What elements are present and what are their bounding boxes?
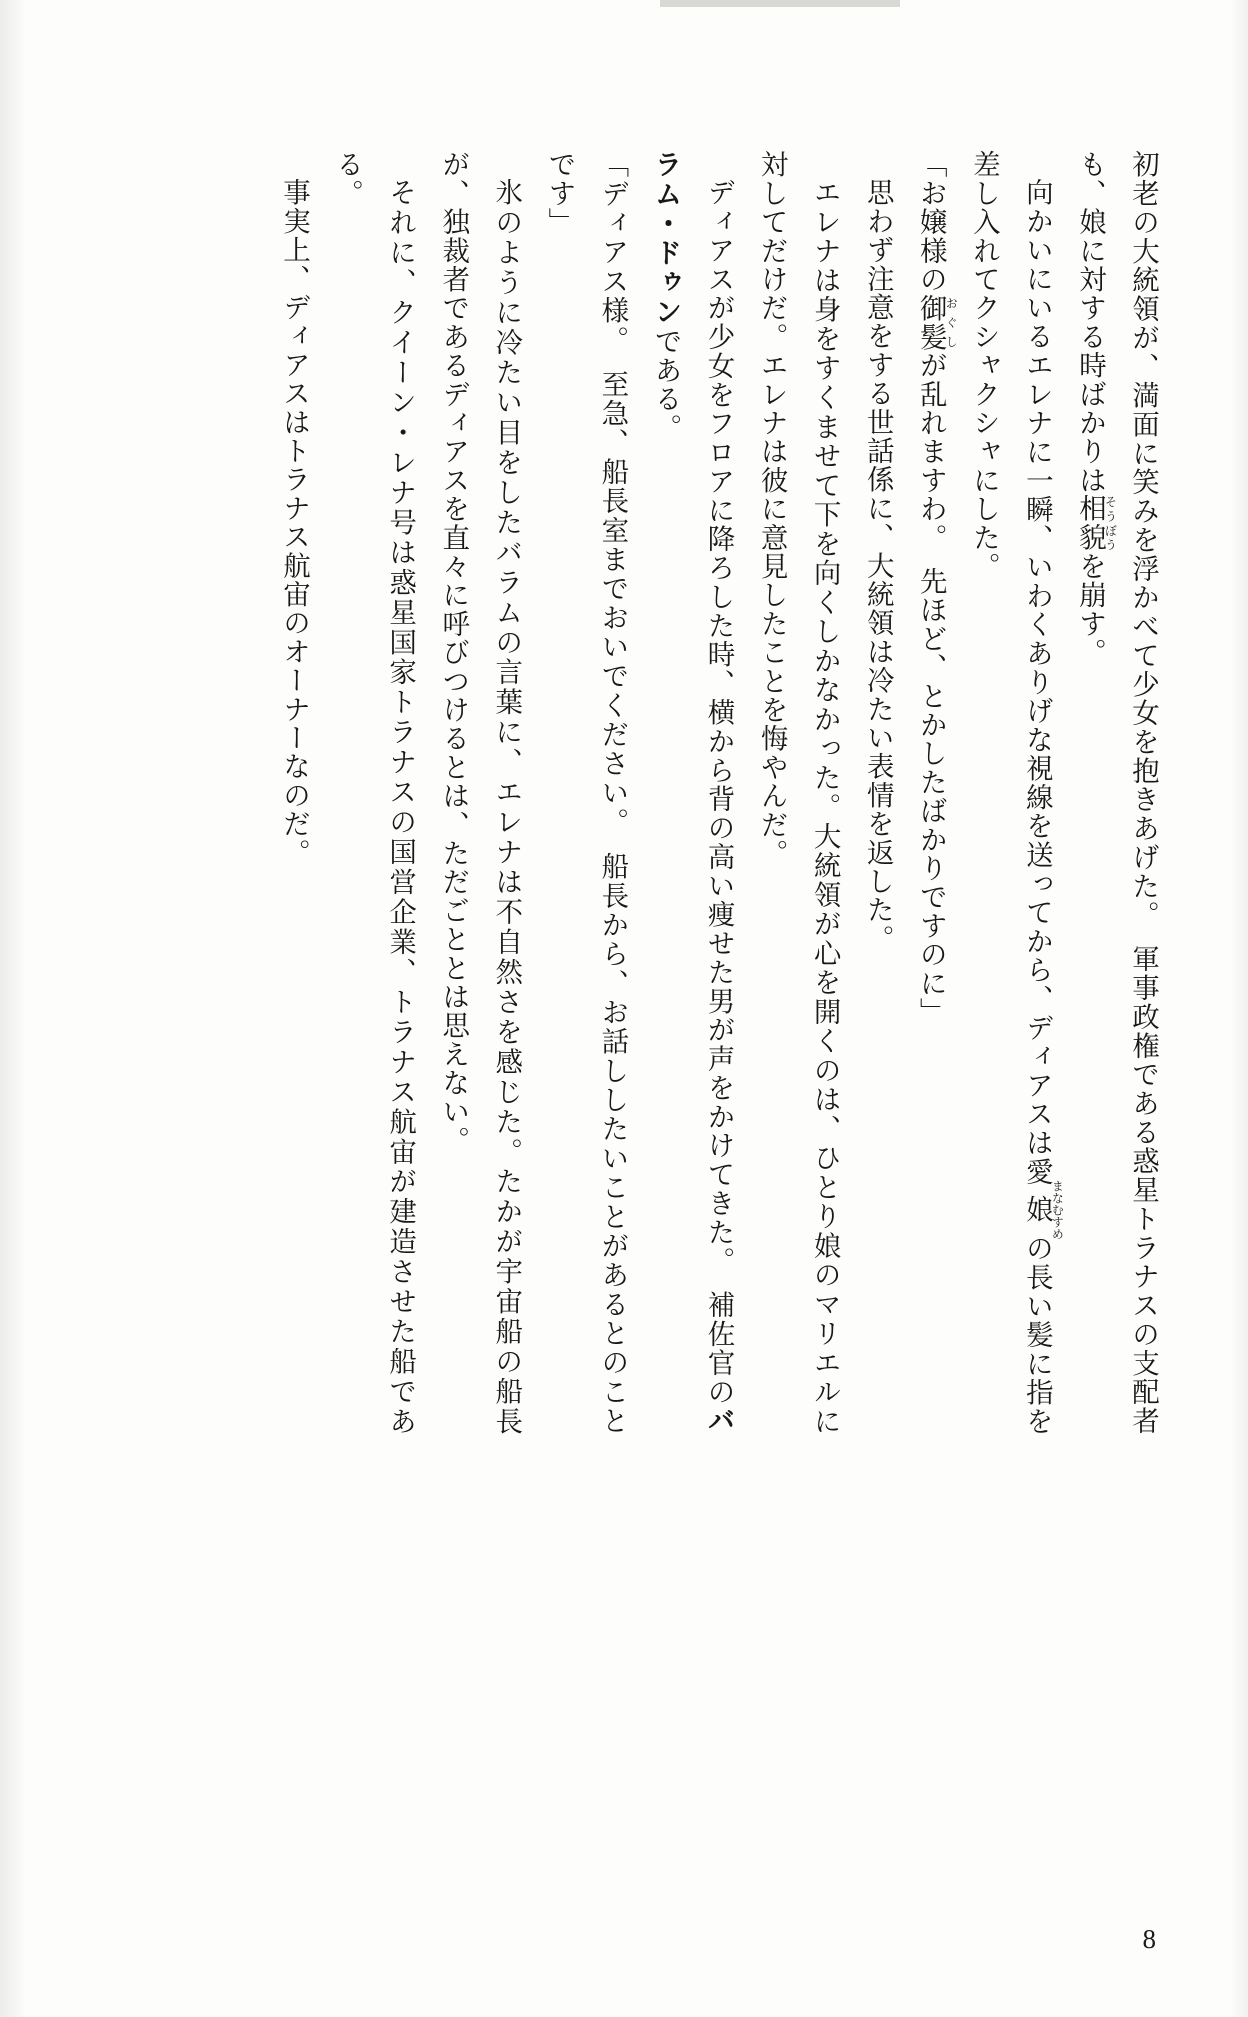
character-name: バラム・ドゥン	[650, 150, 735, 1435]
text-run: を崩す。	[1074, 551, 1106, 667]
paragraph	[958, 150, 1064, 1435]
paragraph	[268, 150, 321, 1435]
body-text	[160, 150, 1170, 1435]
paragraph	[746, 150, 852, 1435]
paragraph	[427, 150, 533, 1435]
ruby-reading: まなむすめ	[1050, 1179, 1065, 1240]
text-run: 「ディアス様。 至急、船長室までおいでください。 船長から、お話ししたいことがあるとのことです」	[544, 150, 629, 1435]
text-run: である。	[650, 327, 682, 442]
text-run: の長い髪に指を差し入れてクシャクシャにした。	[968, 150, 1053, 1435]
text-run: 「お嬢様の	[915, 150, 947, 294]
text-run: それに、クイーン・レナ号は惑星国家トラナスの国営企業、トラナス航宙が建造させた船である。	[332, 150, 417, 1435]
paragraph	[533, 150, 639, 1435]
text-run: ディアスが少女をフロアに降ろした時、横から背の高い痩せた男が声をかけてきた。 補佐官の	[703, 177, 735, 1406]
text-run: 向かいにいるエレナに一瞬、いわくありげな視線を送ってから、ディアスは愛	[1021, 177, 1053, 1186]
text-run: エレナは身をすくませて下を向くしかなかった。大統領が心を開くのは、ひとり娘のマリエルに対してだけだ。エレナは彼に意見したことを悔やんだ。	[756, 150, 841, 1435]
text-run: 思わず注意をする世話係に、大統領は冷たい表情を返した。	[862, 177, 894, 953]
text-run: 事実上、ディアスはトラナス航宙のオーナーなのだ。	[279, 177, 310, 867]
paragraph	[639, 150, 745, 1435]
paragraph	[852, 150, 905, 1435]
ruby-text: 御髪おぐし	[915, 293, 959, 351]
paragraph	[321, 150, 427, 1435]
scan-edge-mark	[660, 0, 900, 7]
ruby-reading: そうぼう	[1103, 494, 1118, 552]
paragraph	[905, 150, 958, 1435]
paragraph	[1064, 150, 1170, 1435]
page-number: 8	[1142, 1924, 1156, 1954]
ruby-text: 相貌そうぼう	[1074, 494, 1118, 552]
ruby-reading: おぐし	[944, 293, 959, 351]
text-run: が乱れますわ。 先ほど、とかしたばかりですのに」	[915, 350, 947, 1026]
ruby-text: 娘まなむすめ	[1021, 1179, 1065, 1240]
text-run: 氷のように冷たい目をしたバラムの言葉に、エレナは不自然さを感じた。たかが宇宙船の船長が、独裁者であるディアスを直々に呼びつけるとは、ただごととは思えない。	[438, 150, 523, 1435]
text-run: 初老の大統領が、満面に笑みを浮かべて少女を抱きあげた。 軍事政権である惑星トラナスの支配者も、娘に対する時ばかりは	[1074, 150, 1159, 1435]
